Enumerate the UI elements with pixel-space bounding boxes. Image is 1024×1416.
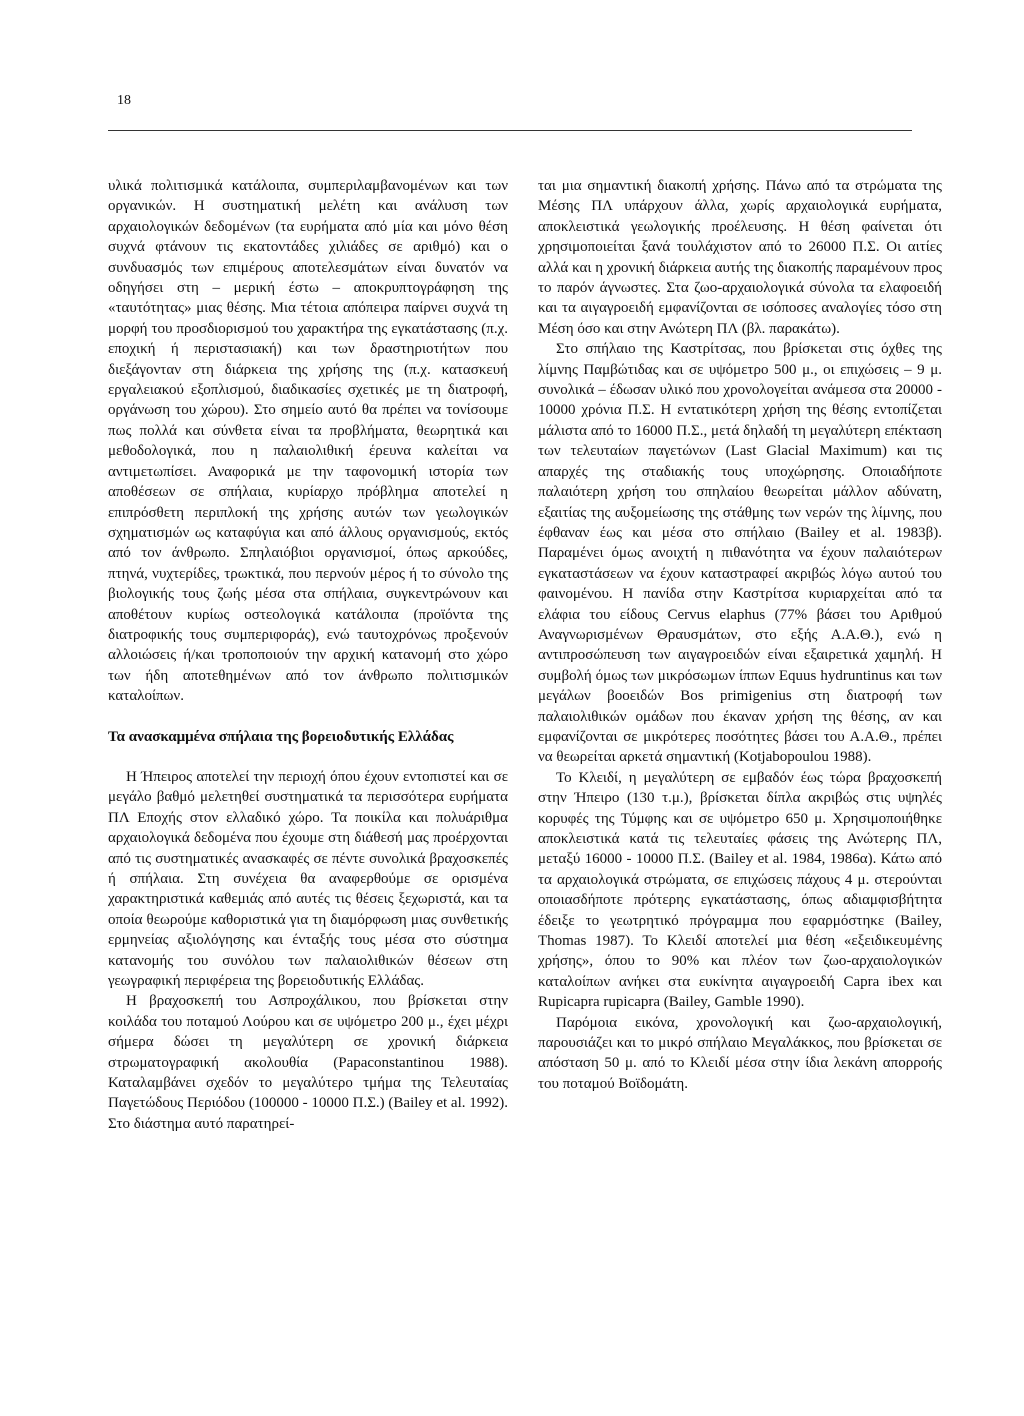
header-rule: [108, 130, 912, 131]
right-paragraph-4: Παρόμοια εικόνα, χρονολογική και ζωο-αρχαιολογική, παρουσιάζει και το μικρό σπήλαιο Μεγαλάκκος, που βρίσκεται σε απόσταση 50 μ. από το Κλειδί μέσα στην ίδια λεκάνη απορροής του ποταμού Βοϊδομάτη.: [538, 1014, 942, 1092]
right-column: [538, 176, 942, 1094]
section-heading: Τα ανασκαμμένα σπήλαια της βορειοδυτικής Ελλάδας: [108, 728, 454, 745]
left-paragraph-2: Η Ήπειρος αποτελεί την περιοχή όπου έχουν εντοπιστεί και σε μεγάλο βαθμό μελετηθεί συστηματικά τα περισσότερα ευρήματα ΠΛ Εποχής στον ελλαδικό χώρο. Τα ποικίλα και πολυάριθμα αρχαιολογικά δεδομένα που έχουμε στη διάθεσή μας προέρχονται από τις συστηματικές ανασκαφές σε πέντε συνολικά βραχοσκεπές ή σπήλαια. Στη συνέχεια θα αναφερθούμε σε ορισμένα χαρακτηριστικά καθεμιάς από αυτές τις θέσεις ξεχωριστά, και τα οποία θεωρούμε καθοριστικά για τη διαμόρφωση μιας συνθετικής ερμηνείας αξιολόγησης και ένταξής τους μέσα στο σύστημα κατανομής του συνόλου των παλαιολιθικών θέσεων στη γεωγραφική περιφέρεια της βορειοδυτικής Ελλάδας.: [108, 768, 508, 990]
left-paragraph-3: Η βραχοσκεπή του Ασπροχάλικου, που βρίσκεται στην κοιλάδα του ποταμού Λούρου και σε υψόμετρο 200 μ., έχει μέχρι σήμερα δώσει τη μεγαλύτερη σε χρονική διάρκεια στρωματογραφική ακολουθία (Papaconstantinou 1988). Καταλαμβάνει σχεδόν το μεγαλύτερο τμήμα της Τελευταίας Παγετώδους Περιόδου (100000 - 10000 Π.Σ.) (Bailey et al. 1992). Στο διάστημα αυτό παρατηρεί-: [108, 993, 508, 1132]
page-number: 18: [117, 93, 131, 108]
left-column: [108, 176, 508, 1134]
right-paragraph-2: Στο σπήλαιο της Καστρίτσας, που βρίσκεται στις όχθες της λίμνης Παμβώτιδας και σε υψόμετρο 500 μ., οι επιχώσεις – 9 μ. συνολικά – έδωσαν υλικό που χρονολογείται ανάμεσα στα 20000 - 10000 χρόνια Π.Σ. Η εντατικότερη χρήση της θέσης εντοπίζεται μάλιστα από το 16000 Π.Σ., μετά δηλαδή τη μεγαλύτερη επέκταση των τελευταίων παγετώνων (Last Glacial Maximum) και τις απαρχές της σταδιακής τους υποχώρησης. Οποιαδήποτε παλαιότερη χρήση του σπηλαίου θεωρείται μάλλον αδύνατη, εξαιτίας της αυξομείωσης της στάθμης των νερών της λίμνης, που έφθαναν έως και μέσα στο σπήλαιο (Bailey et al. 1983β). Παραμένει όμως ανοιχτή η πιθανότητα να έχουν παλαιότερων εγκαταστάσεων να έχουν καταστραφεί ακριβώς λόγω αυτού του φαινομένου. Η πανίδα στην Καστρίτσα κυριαρχείται από τα ελάφια του είδους Cervus elaphus (77% βάσει του Αριθμού Αναγνωρισμένων Θραυσμάτων, στο εξής Α.Α.Θ.), ενώ η αντιπροσώπευση των αιγαγροειδών είναι εξαιρετικά χαμηλή. Η συμβολή όμως των μικρόσωμων ίππων Equus hydruntinus και των μεγάλων βοοειδών Bos primigenius στη διατροφή των παλαιολιθικών ομάδων που έκαναν χρήση της θέσης, αν και εμφανίζονται σε μικρότερες ποσότητες βάσει του Α.Α.Θ., πρέπει να θεωρείται αρκετά σημαντική (Kotjabopoulou 1988).: [538, 341, 942, 766]
right-paragraph-1: ται μια σημαντική διακοπή χρήσης. Πάνω από τα στρώματα της Μέσης ΠΛ υπάρχουν άλλα, χωρίς αρχαιολογικά ευρήματα, αποκλειστικά γεωλογικής προέλευσης. Η θέση φαίνεται ότι χρησιμοποιείται ξανά τουλάχιστον από το 26000 Π.Σ. Οι αιτίες αλλά και η χρονική διάρκεια αυτής της διακοπής παραμένουν προς το παρόν άγνωστες. Στα ζωο-αρχαιολογικά σύνολα τα ελαφοειδή και τα αιγαγροειδή εμφανίζονται σε ισόποσες αναλογίες τόσο στη Μέση όσο και στην Ανώτερη ΠΛ (βλ. παρακάτω).: [538, 178, 942, 337]
right-paragraph-3: Το Κλειδί, η μεγαλύτερη σε εμβαδόν έως τώρα βραχοσκεπή στην Ήπειρο (130 τ.μ.), βρίσκεται δίπλα ακριβώς στις υψηλές κορυφές της Τύμφης και σε υψόμετρο 650 μ. Χρησιμοποιήθηκε αποκλειστικά κατά τις τελευταίες φάσεις της Ανώτερης ΠΛ, μεταξύ 16000 - 10000 Π.Σ. (Bailey et al. 1984, 1986α). Κάτω από τα αρχαιολογικά στρώματα, σε επιχώσεις πάχους 4 μ. στερούνται οποιασδήποτε πρότερης εγκατάστασης, όπως αδιαμφισβήτητα έδειξε το γεωτρητικό πρόγραμμα που εφαρμόστηκε (Bailey, Thomas 1987). Το Κλειδί αποτελεί μια θέση «εξειδικευμένης χρήσης», όπου το 90% και πλέον των ζωο-αρχαιολογικών καταλοίπων ανήκει στα ευκίνητα αιγαγροειδή Capra ibex και Rupicapra rupicapra (Bailey, Gamble 1990).: [538, 769, 942, 1011]
left-paragraph-1: υλικά πολιτισμικά κατάλοιπα, συμπεριλαμβανομένων και των οργανικών. Η συστηματική μελέτη και ανάλυση των αρχαιολογικών δεδομένων (τα ευρήματα από μία και μόνο θέση συχνά φτάνουν τις εκατοντάδες χιλιάδες σε αριθμό) και ο συνδυασμός των επιμέρους αποτελεσμάτων είναι δυνατόν να οδηγήσει στη – μερική έστω – αποκρυπτογράφηση της «ταυτότητας» μιας θέσης. Μια τέτοια απόπειρα παίρνει συχνά τη μορφή του προσδιορισμού του χαρακτήρα της εγκατάστασης (π.χ. εποχική ή περιστασιακή) και των δραστηριοτήτων που διεξάγονταν στη διάρκεια της χρήσης της (π.χ. κατασκευή εργαλειακού εξοπλισμού, διαδικασίες σχετικές με τη διατροφή, οργάνωση του χώρου). Στο σημείο αυτό θα πρέπει να τονίσουμε πως πολλά και σύνθετα είναι τα προβλήματα, θεωρητικά και μεθοδολογικά, που η παλαιολιθική έρευνα καλείται να αντιμετωπίσει. Αναφορικά με την ταφονομική ιστορία των αποθέσεων σε σπήλαια, κυρίαρχο πρόβλημα αποτελεί η επιπρόσθετη περιπλοκή της χρήσης αυτών των γεωλογικών σχηματισμών ως καταφύγια και από άλλους οργανισμούς, εκτός από τον άνθρωπο. Σπηλαιόβιοι οργανισμοί, όπως αρκούδες, πτηνά, νυχτερίδες, τρωκτικά, που περνούν μέρος ή το σύνολο της βιολογικής τους ζωής μέσα στα σπήλαια, συγκεντρώνουν και αποθέτουν κυρίως οστεολογικά κατάλοιπα (προϊόντα της διατροφικής τους συμπεριφοράς), ενώ ταυτοχρόνως προξενούν αλλοιώσεις ή/και τροποποιούν την αρχική κατανομή στο χώρο των ήδη αποτεθημένων από τον άνθρωπο πολιτισμικών καταλοίπων.: [108, 178, 508, 705]
